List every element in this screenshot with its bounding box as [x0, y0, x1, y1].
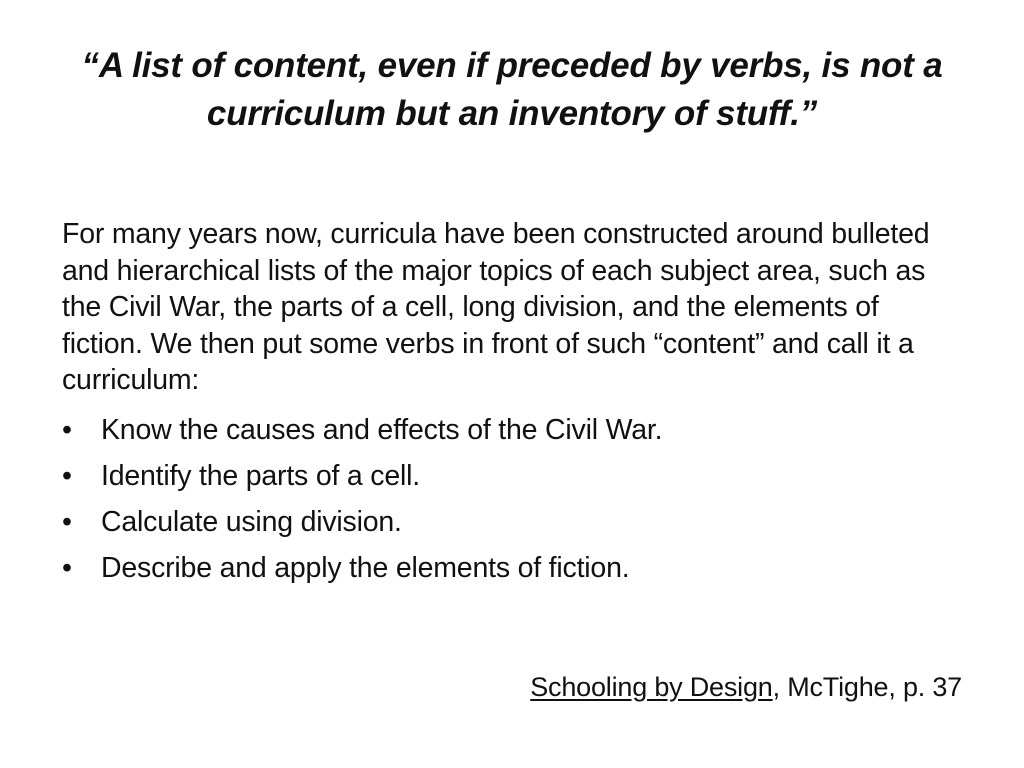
bullet-dot-icon: •	[62, 459, 72, 492]
bullet-item	[62, 499, 962, 545]
bullet-text: Identify the parts of a cell.	[101, 459, 420, 492]
bullet-text: Calculate using division.	[101, 505, 402, 538]
citation	[530, 667, 962, 707]
bullet-text: Describe and apply the elements of fiction.	[101, 551, 630, 584]
bullet-dot-icon: •	[62, 551, 72, 584]
bullet-dot-icon: •	[62, 413, 72, 446]
citation-rest: , McTighe, p. 37	[772, 672, 962, 702]
slide-title: “A list of content, even if preceded by verbs, is not a curriculum but an inventory of stuff.”	[81, 46, 943, 133]
bullet-item	[62, 545, 962, 591]
bullet-list	[62, 407, 962, 591]
bullet-text: Know the causes and effects of the Civil War.	[101, 413, 663, 446]
slide-body	[62, 216, 962, 591]
bullet-item	[62, 407, 962, 453]
book-title: Schooling by Design	[530, 672, 773, 702]
bullet-item	[62, 453, 962, 499]
intro-paragraph: For many years now, curricula have been constructed around bulleted and hierarchical lists of the major topics of each subject area, such as the Civil War, the parts of a cell, long division, and the elements of fiction. We then put some verbs in front of such “content” and call it a curriculum:	[62, 218, 930, 396]
bullet-dot-icon: •	[62, 505, 72, 538]
